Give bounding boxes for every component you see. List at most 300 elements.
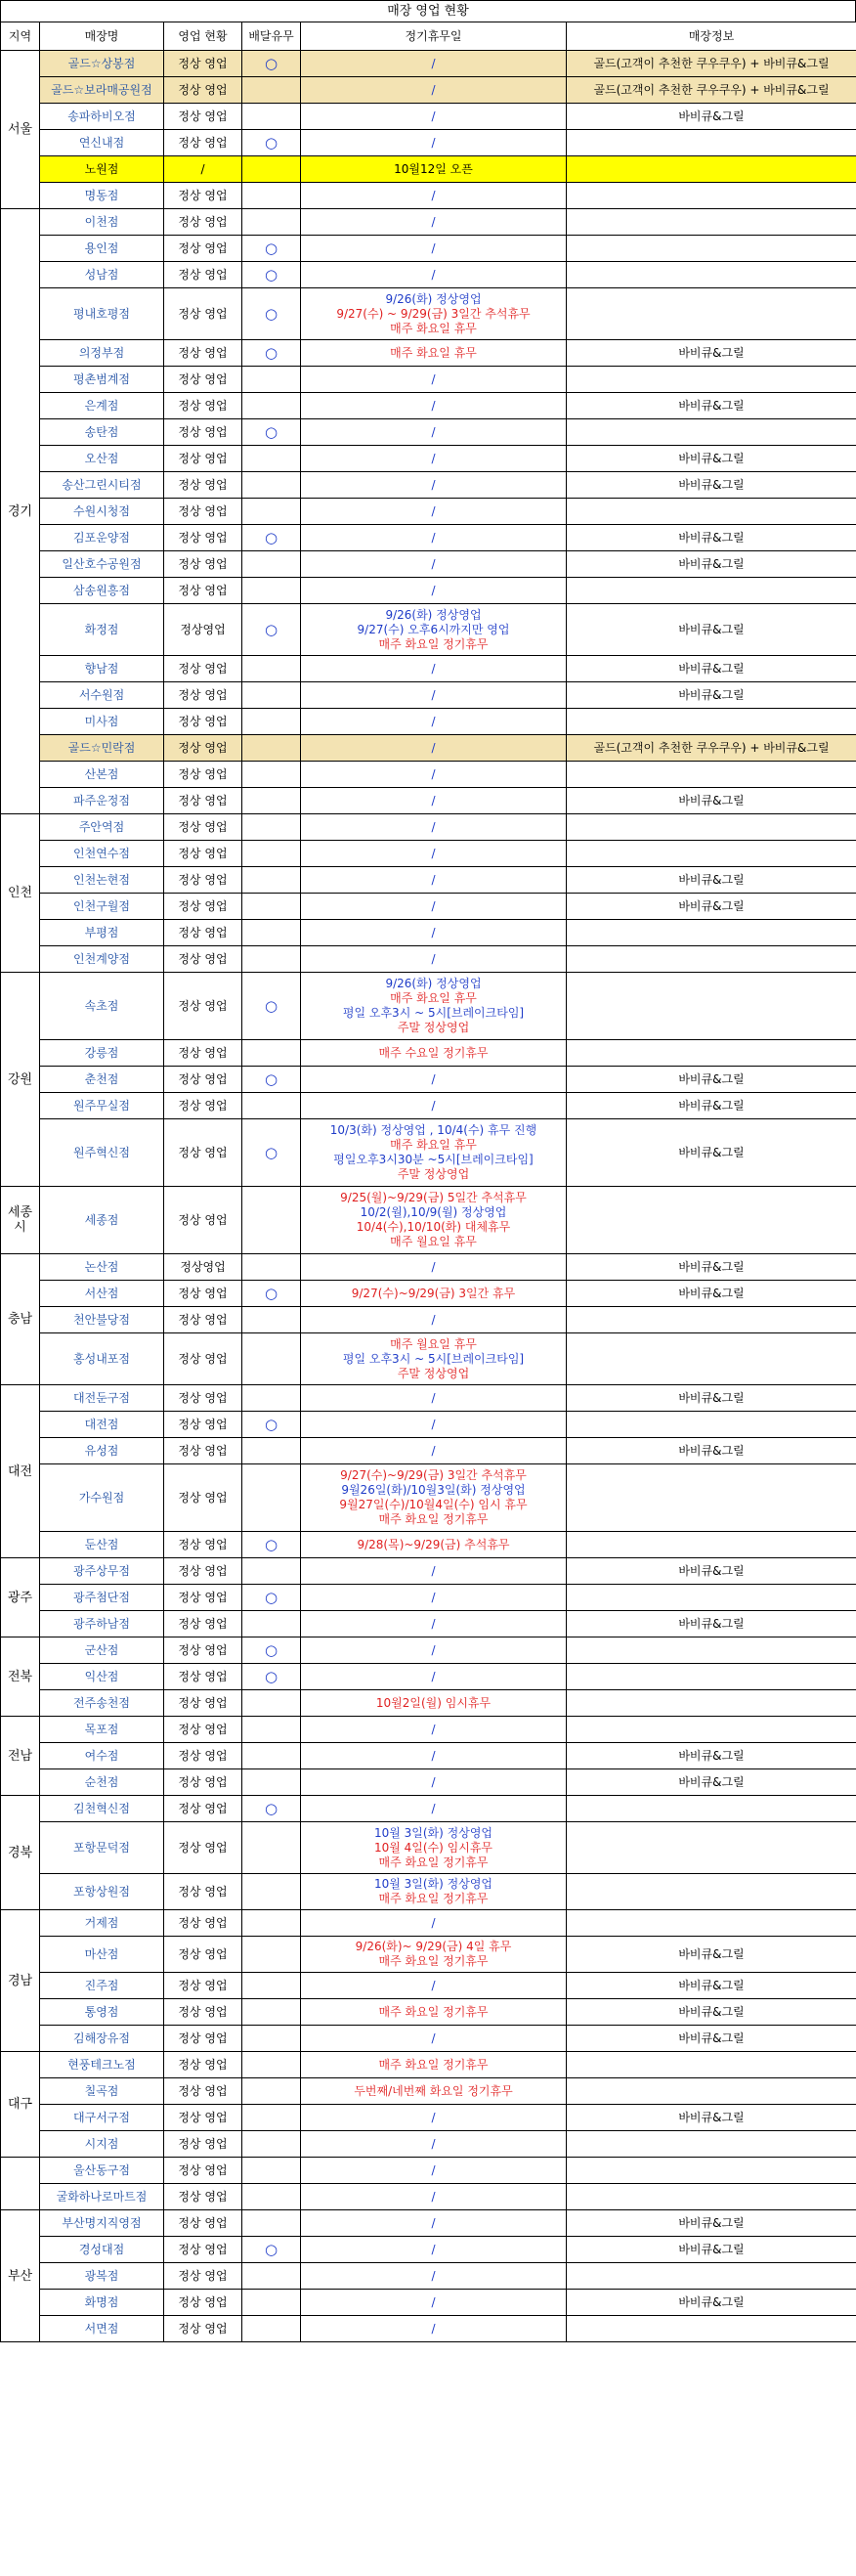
store-name: 김포운양점 xyxy=(40,525,164,551)
delivery-mark: ○ xyxy=(242,1796,301,1822)
delivery-mark: ○ xyxy=(242,262,301,288)
delivery-mark xyxy=(242,1558,301,1585)
holiday-line: 9/27(수) ~ 9/29(금) 3일간 추석휴무 xyxy=(336,306,531,321)
delivery-mark xyxy=(242,183,301,209)
table-row xyxy=(1,1611,856,1637)
store-name: 인천계양점 xyxy=(40,946,164,973)
store-status: 정상 영업 xyxy=(164,973,242,1040)
store-status: 정상 영업 xyxy=(164,367,242,393)
table-row xyxy=(1,1637,856,1664)
holiday-cell xyxy=(301,867,567,894)
holiday-none: / xyxy=(431,1669,436,1683)
delivery-mark: ○ xyxy=(242,1281,301,1307)
holiday-none: / xyxy=(431,951,436,966)
store-name: 전주송천점 xyxy=(40,1690,164,1717)
delivery-mark xyxy=(242,2316,301,2342)
holiday-none: / xyxy=(431,1417,436,1431)
holiday-cell xyxy=(301,1910,567,1937)
holiday-none: / xyxy=(431,2268,436,2283)
holiday-cell xyxy=(301,51,567,77)
store-info xyxy=(567,499,856,525)
store-name: 천안불당점 xyxy=(40,1307,164,1333)
store-info xyxy=(567,236,856,262)
store-name: 논산점 xyxy=(40,1254,164,1281)
holiday-none: / xyxy=(431,477,436,492)
holiday-cell xyxy=(301,472,567,499)
store-name: 골드☆민락점 xyxy=(40,735,164,762)
store-status: 정상 영업 xyxy=(164,2052,242,2078)
store-status-table xyxy=(0,22,856,2342)
holiday-line: 9/26(화) 정상영업 xyxy=(385,977,482,990)
holiday-cell xyxy=(301,2210,567,2237)
delivery-mark: ○ xyxy=(242,340,301,367)
store-name: 칠곡점 xyxy=(40,2078,164,2105)
store-status: 정상 영업 xyxy=(164,2026,242,2052)
holiday-line: 10/3(화) 정상영업 , 10/4(수) 휴무 진행 xyxy=(329,1123,537,1137)
delivery-mark: ○ xyxy=(242,1585,301,1611)
store-name: 서산점 xyxy=(40,1281,164,1307)
store-status: 정상영업 xyxy=(164,1254,242,1281)
store-name: 거제점 xyxy=(40,1910,164,1937)
table-row xyxy=(1,236,856,262)
holiday-cell xyxy=(301,1769,567,1796)
holiday-cell xyxy=(301,1187,567,1254)
holiday-none: / xyxy=(431,398,436,413)
store-name: 통영점 xyxy=(40,1999,164,2026)
store-name: 파주운정점 xyxy=(40,788,164,814)
store-status: 정상 영업 xyxy=(164,1307,242,1333)
store-status: 정상 영업 xyxy=(164,2158,242,2184)
store-info xyxy=(567,1874,856,1910)
table-row xyxy=(1,1412,856,1438)
delivery-mark xyxy=(242,867,301,894)
holiday-none: / xyxy=(431,583,436,597)
store-info xyxy=(567,841,856,867)
delivery-mark xyxy=(242,1187,301,1254)
holiday-none: / xyxy=(431,424,436,439)
holiday-line: 매주 수요일 정기휴무 xyxy=(378,1045,489,1060)
delivery-mark xyxy=(242,156,301,183)
holiday-cell xyxy=(301,393,567,419)
store-info: 바비큐&그릴 xyxy=(567,1769,856,1796)
holiday-none: / xyxy=(431,188,436,202)
delivery-mark xyxy=(242,1743,301,1769)
store-status: 정상 영업 xyxy=(164,1385,242,1412)
holiday-cell xyxy=(301,578,567,604)
store-name: 유성점 xyxy=(40,1438,164,1464)
store-name: 굴화하나로마트점 xyxy=(40,2184,164,2210)
holiday-none: / xyxy=(431,1590,436,1604)
holiday-cell xyxy=(301,1067,567,1093)
holiday-line: 10월12일 오픈 xyxy=(394,161,473,176)
store-info: 바비큐&그릴 xyxy=(567,1937,856,1973)
store-info xyxy=(567,2131,856,2158)
store-name: 명동점 xyxy=(40,183,164,209)
table-row xyxy=(1,2184,856,2210)
store-info xyxy=(567,1464,856,1532)
table-row xyxy=(1,262,856,288)
store-name: 목포점 xyxy=(40,1717,164,1743)
store-info: 바비큐&그릴 xyxy=(567,656,856,682)
table-row xyxy=(1,1333,856,1385)
store-name: 광주상무점 xyxy=(40,1558,164,1585)
holiday-none: / xyxy=(431,2030,436,2045)
store-name: 둔산점 xyxy=(40,1532,164,1558)
store-info xyxy=(567,814,856,841)
holiday-line: 9/27(수)~9/29(금) 3일간 추석휴무 xyxy=(340,1468,527,1482)
delivery-mark: ○ xyxy=(242,973,301,1040)
holiday-line: 매주 화요일 정기휴무 xyxy=(378,1855,489,1869)
holiday-cell xyxy=(301,1637,567,1664)
region-cell: 대전 xyxy=(1,1385,40,1558)
delivery-mark xyxy=(242,1874,301,1910)
holiday-cell xyxy=(301,1690,567,1717)
delivery-mark xyxy=(242,393,301,419)
store-status: 정상 영업 xyxy=(164,551,242,578)
table-row xyxy=(1,525,856,551)
header-row xyxy=(1,22,856,51)
holiday-cell xyxy=(301,894,567,920)
store-info: 바비큐&그릴 xyxy=(567,1254,856,1281)
holiday-line: 매주 월요일 휴무 xyxy=(390,1235,477,1248)
store-status: 정상 영업 xyxy=(164,946,242,973)
region-cell xyxy=(1,2158,40,2210)
store-status: 정상 영업 xyxy=(164,1040,242,1067)
store-name: 대구서구점 xyxy=(40,2105,164,2131)
holiday-line: 평일오후3시30분 ~5시[브레이크타임] xyxy=(333,1153,534,1166)
store-status: 정상 영업 xyxy=(164,2210,242,2237)
store-name: 송산그린시티점 xyxy=(40,472,164,499)
holiday-none: / xyxy=(431,1978,436,1992)
store-name: 의정부점 xyxy=(40,340,164,367)
delivery-mark xyxy=(242,2263,301,2290)
holiday-cell xyxy=(301,104,567,130)
delivery-mark: ○ xyxy=(242,2237,301,2263)
store-info: 바비큐&그릴 xyxy=(567,551,856,578)
delivery-mark: ○ xyxy=(242,1637,301,1664)
delivery-mark xyxy=(242,656,301,682)
holiday-cell xyxy=(301,1874,567,1910)
table-row xyxy=(1,841,856,867)
holiday-cell xyxy=(301,788,567,814)
delivery-mark xyxy=(242,1769,301,1796)
holiday-cell xyxy=(301,604,567,656)
table-row xyxy=(1,1822,856,1874)
table-row xyxy=(1,183,856,209)
holiday-none: / xyxy=(431,1774,436,1789)
delivery-mark xyxy=(242,578,301,604)
header-region: 지역 xyxy=(1,22,40,51)
holiday-none: / xyxy=(431,2136,436,2151)
store-info xyxy=(567,1333,856,1385)
region-cell: 경남 xyxy=(1,1910,40,2052)
holiday-none: / xyxy=(431,819,436,834)
holiday-none: / xyxy=(431,898,436,913)
store-name: 포항상원점 xyxy=(40,1874,164,1910)
delivery-mark xyxy=(242,1717,301,1743)
delivery-mark xyxy=(242,894,301,920)
table-row xyxy=(1,2237,856,2263)
table-row xyxy=(1,419,856,446)
store-status: 정상 영업 xyxy=(164,1333,242,1385)
holiday-cell xyxy=(301,2316,567,2342)
store-status: 정상 영업 xyxy=(164,788,242,814)
holiday-cell xyxy=(301,1558,567,1585)
delivery-mark xyxy=(242,2131,301,2158)
table-row xyxy=(1,446,856,472)
table-row xyxy=(1,946,856,973)
holiday-cell xyxy=(301,1307,567,1333)
holiday-cell xyxy=(301,1333,567,1385)
store-info xyxy=(567,1187,856,1254)
holiday-line: 9월26일(화)/10월3일(화) 정상영업 xyxy=(341,1483,526,1497)
table-row xyxy=(1,2026,856,2052)
holiday-cell xyxy=(301,1385,567,1412)
holiday-cell xyxy=(301,946,567,973)
store-name: 포항문덕점 xyxy=(40,1822,164,1874)
holiday-cell xyxy=(301,77,567,104)
holiday-cell xyxy=(301,156,567,183)
store-status: 정상 영업 xyxy=(164,2290,242,2316)
holiday-cell xyxy=(301,1254,567,1281)
store-info: 바비큐&그릴 xyxy=(567,867,856,894)
table-row xyxy=(1,1254,856,1281)
delivery-mark xyxy=(242,2078,301,2105)
store-name: 노원점 xyxy=(40,156,164,183)
holiday-line: 평일 오후3시 ~ 5시[브레이크타임] xyxy=(342,1006,525,1020)
region-cell: 경기 xyxy=(1,209,40,814)
holiday-none: / xyxy=(431,2162,436,2177)
holiday-none: / xyxy=(431,1642,436,1657)
delivery-mark: ○ xyxy=(242,1067,301,1093)
store-status: 정상 영업 xyxy=(164,236,242,262)
store-status: 정상영업 xyxy=(164,604,242,656)
store-status: 정상 영업 xyxy=(164,2184,242,2210)
store-name: 울산동구점 xyxy=(40,2158,164,2184)
holiday-line: 9/26(화) 정상영업 xyxy=(385,607,482,622)
holiday-line: 매주 화요일 휴무 xyxy=(390,321,477,335)
holiday-cell xyxy=(301,236,567,262)
holiday-line: 매주 화요일 정기휴무 xyxy=(378,2057,489,2072)
store-status: 정상 영업 xyxy=(164,525,242,551)
store-info xyxy=(567,709,856,735)
store-name: 미사점 xyxy=(40,709,164,735)
store-info xyxy=(567,946,856,973)
delivery-mark: ○ xyxy=(242,236,301,262)
holiday-line: 매주 월요일 휴무 xyxy=(390,1336,477,1351)
holiday-cell xyxy=(301,2158,567,2184)
store-name: 용인점 xyxy=(40,236,164,262)
holiday-cell xyxy=(301,1611,567,1637)
store-name: 송탄점 xyxy=(40,419,164,446)
store-name: 김해장유점 xyxy=(40,2026,164,2052)
region-cell: 광주 xyxy=(1,1558,40,1637)
holiday-line: 매주 화요일 정기휴무 xyxy=(378,1892,489,1905)
table-row xyxy=(1,2105,856,2131)
holiday-cell xyxy=(301,1040,567,1067)
table-row xyxy=(1,104,856,130)
store-name: 화정점 xyxy=(40,604,164,656)
store-info xyxy=(567,2184,856,2210)
store-name: 서수원점 xyxy=(40,682,164,709)
store-status: 정상 영업 xyxy=(164,1187,242,1254)
holiday-none: / xyxy=(431,1616,436,1631)
store-name: 군산점 xyxy=(40,1637,164,1664)
holiday-line: 10월 3일(화) 정상영업 xyxy=(373,1877,493,1891)
holiday-none: / xyxy=(431,2294,436,2309)
holiday-none: / xyxy=(431,267,436,282)
store-status: 정상 영업 xyxy=(164,1438,242,1464)
delivery-mark xyxy=(242,1973,301,1999)
region-cell: 경북 xyxy=(1,1796,40,1910)
holiday-line: 매주 화요일 정기휴무 xyxy=(378,1512,489,1526)
store-info xyxy=(567,1690,856,1717)
store-info: 바비큐&그릴 xyxy=(567,2105,856,2131)
store-name: 광복점 xyxy=(40,2263,164,2290)
holiday-none: / xyxy=(431,846,436,860)
header-delivery: 배달유무 xyxy=(242,22,301,51)
store-status: 정상 영업 xyxy=(164,1769,242,1796)
delivery-mark: ○ xyxy=(242,1412,301,1438)
store-name: 오산점 xyxy=(40,446,164,472)
store-status: 정상 영업 xyxy=(164,1664,242,1690)
table-row xyxy=(1,1093,856,1119)
holiday-cell xyxy=(301,2263,567,2290)
holiday-cell xyxy=(301,1281,567,1307)
delivery-mark xyxy=(242,1093,301,1119)
store-status: 정상 영업 xyxy=(164,262,242,288)
delivery-mark xyxy=(242,762,301,788)
delivery-mark xyxy=(242,1333,301,1385)
table-row xyxy=(1,604,856,656)
store-status: 정상 영업 xyxy=(164,1690,242,1717)
store-info xyxy=(567,419,856,446)
table-row xyxy=(1,1438,856,1464)
delivery-mark xyxy=(242,1307,301,1333)
store-info: 바비큐&그릴 xyxy=(567,1743,856,1769)
store-status: 정상 영업 xyxy=(164,130,242,156)
store-name: 인천연수점 xyxy=(40,841,164,867)
store-status: 정상 영업 xyxy=(164,682,242,709)
holiday-none: / xyxy=(431,530,436,545)
store-name: 원주무실점 xyxy=(40,1093,164,1119)
holiday-none: / xyxy=(431,2189,436,2204)
holiday-cell xyxy=(301,367,567,393)
delivery-mark xyxy=(242,1254,301,1281)
holiday-cell xyxy=(301,2184,567,2210)
header-store-info: 매장정보 xyxy=(567,22,856,51)
table-row xyxy=(1,1585,856,1611)
holiday-line: 9/26(화) 정상영업 xyxy=(385,291,482,306)
table-row xyxy=(1,51,856,77)
store-name: 인천논현점 xyxy=(40,867,164,894)
holiday-cell xyxy=(301,2026,567,2052)
store-status: 정상 영업 xyxy=(164,446,242,472)
delivery-mark: ○ xyxy=(242,1532,301,1558)
delivery-mark xyxy=(242,1910,301,1937)
store-name: 송파하비오점 xyxy=(40,104,164,130)
table-row xyxy=(1,340,856,367)
delivery-mark: ○ xyxy=(242,604,301,656)
table-row xyxy=(1,788,856,814)
holiday-none: / xyxy=(431,1748,436,1763)
store-status: 정상 영업 xyxy=(164,1464,242,1532)
store-info xyxy=(567,2263,856,2290)
store-name: 골드☆보라매공원점 xyxy=(40,77,164,104)
store-status: 정상 영업 xyxy=(164,1999,242,2026)
holiday-line: 9/28(목)~9/29(금) 추석휴무 xyxy=(357,1537,510,1551)
store-info: 바비큐&그릴 xyxy=(567,1093,856,1119)
store-status: 정상 영업 xyxy=(164,288,242,340)
store-name: 삼송원흥점 xyxy=(40,578,164,604)
store-info xyxy=(567,1412,856,1438)
store-name: 순천점 xyxy=(40,1769,164,1796)
holiday-line: 주말 정상영업 xyxy=(397,1021,470,1034)
header-holiday: 정기휴무일 xyxy=(301,22,567,51)
holiday-cell xyxy=(301,419,567,446)
delivery-mark xyxy=(242,2026,301,2052)
table-row xyxy=(1,709,856,735)
store-info xyxy=(567,920,856,946)
store-status: 정상 영업 xyxy=(164,1937,242,1973)
store-name: 강릉점 xyxy=(40,1040,164,1067)
delivery-mark xyxy=(242,1464,301,1532)
delivery-mark xyxy=(242,1999,301,2026)
table-row xyxy=(1,1385,856,1412)
store-info: 바비큐&그릴 xyxy=(567,2290,856,2316)
delivery-mark: ○ xyxy=(242,130,301,156)
holiday-cell xyxy=(301,262,567,288)
store-info xyxy=(567,156,856,183)
store-info xyxy=(567,262,856,288)
region-cell: 부산 xyxy=(1,2210,40,2342)
region-cell: 서울 xyxy=(1,51,40,209)
holiday-cell xyxy=(301,551,567,578)
store-name: 주안역점 xyxy=(40,814,164,841)
delivery-mark xyxy=(242,2158,301,2184)
store-status: 정상 영업 xyxy=(164,1973,242,1999)
holiday-cell xyxy=(301,1796,567,1822)
holiday-none: / xyxy=(431,56,436,70)
table-row xyxy=(1,1874,856,1910)
delivery-mark xyxy=(242,814,301,841)
store-name: 골드☆상봉점 xyxy=(40,51,164,77)
holiday-none: / xyxy=(431,872,436,887)
region-cell: 대구 xyxy=(1,2052,40,2158)
holiday-none: / xyxy=(431,82,436,97)
store-info xyxy=(567,130,856,156)
holiday-line: 주말 정상영업 xyxy=(397,1366,470,1380)
store-status: 정상 영업 xyxy=(164,1281,242,1307)
table-row xyxy=(1,735,856,762)
store-status: 정상 영업 xyxy=(164,656,242,682)
page-title: 매장 영업 현황 xyxy=(0,0,856,22)
store-name: 부산명지직영점 xyxy=(40,2210,164,2237)
holiday-cell xyxy=(301,920,567,946)
store-status: 정상 영업 xyxy=(164,183,242,209)
holiday-none: / xyxy=(431,925,436,939)
table-row xyxy=(1,77,856,104)
holiday-none: / xyxy=(431,2242,436,2256)
delivery-mark xyxy=(242,446,301,472)
store-name: 세종점 xyxy=(40,1187,164,1254)
table-row xyxy=(1,920,856,946)
store-status: 정상 영업 xyxy=(164,77,242,104)
store-status: 정상 영업 xyxy=(164,1743,242,1769)
delivery-mark xyxy=(242,709,301,735)
holiday-line: 9/25(월)~9/29(금) 5일간 추석휴무 xyxy=(340,1191,527,1204)
holiday-none: / xyxy=(431,740,436,755)
